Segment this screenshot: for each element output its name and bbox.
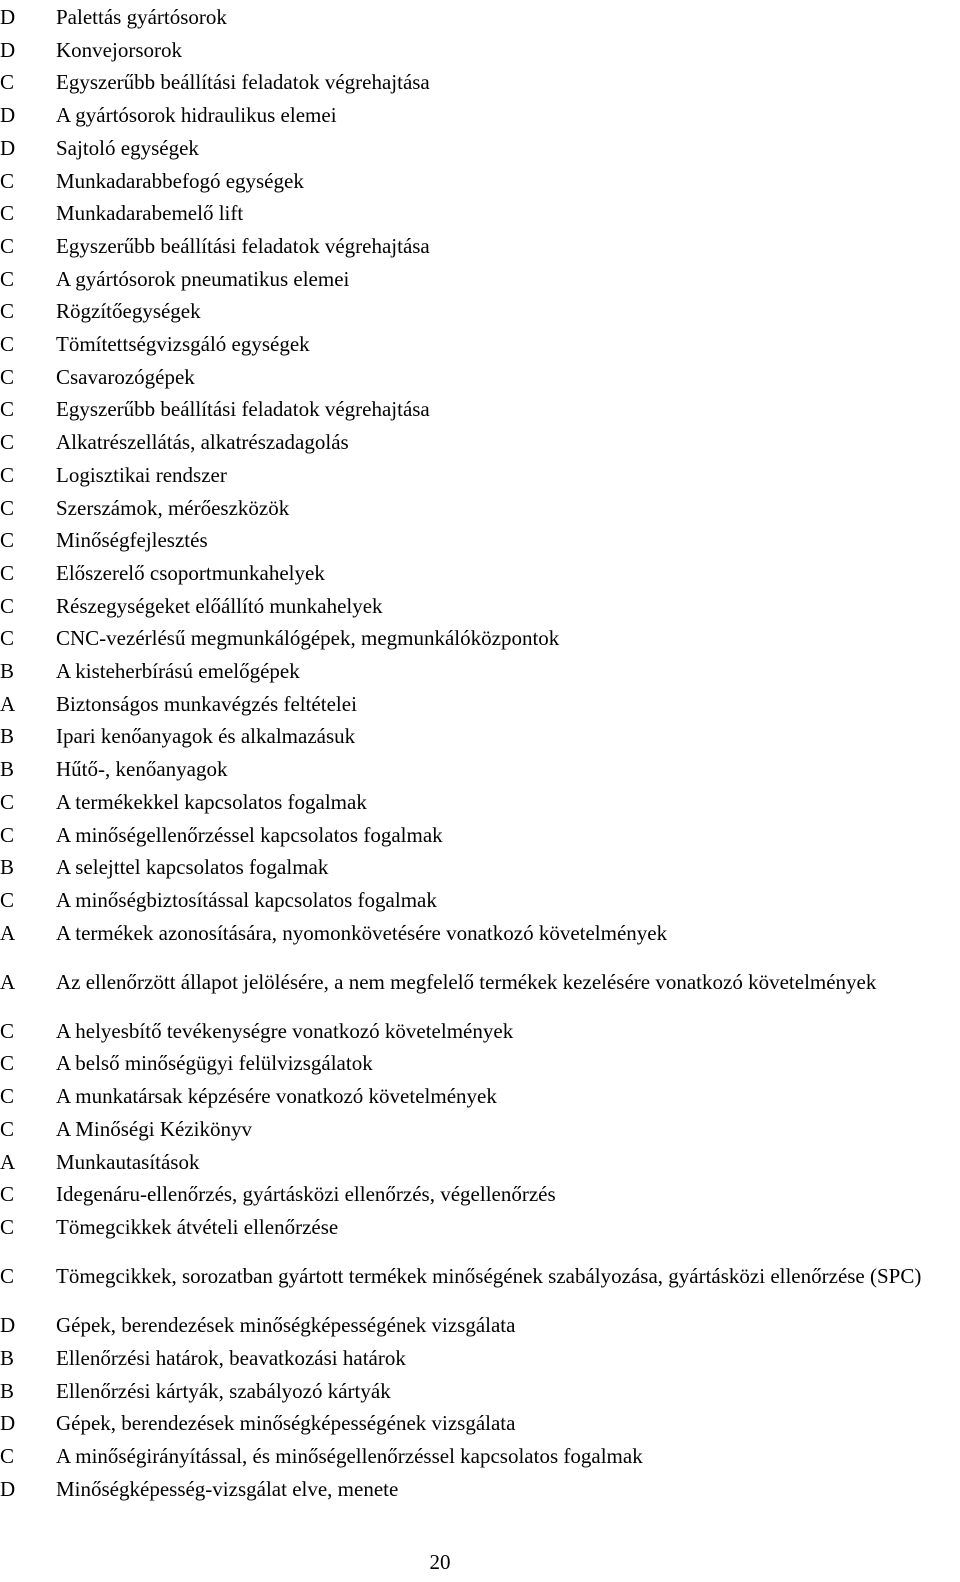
level-code: C [0, 266, 15, 291]
topic-row [0, 34, 960, 67]
topic-row [0, 786, 960, 819]
page-number: 20 [429, 1550, 451, 1574]
topic-row [0, 753, 960, 786]
topic-row [0, 230, 960, 263]
topic-row [0, 851, 960, 884]
topic-row [0, 361, 960, 394]
topic-row [0, 1178, 960, 1211]
topic-text: A minőségirányítással, és minőségellenőrzéssel kapcsolatos fogalmak [56, 1443, 643, 1468]
topic-row [0, 524, 960, 557]
topic-text: A helyesbítő tevékenységre vonatkozó követelmények [56, 1018, 514, 1043]
topic-text: A selejttel kapcsolatos fogalmak [56, 855, 329, 880]
topic-text: Egyszerűbb beállítási feladatok végrehajtása [56, 397, 430, 422]
topic-row [0, 492, 960, 525]
level-code: C [0, 462, 15, 487]
topic-row [0, 557, 960, 590]
topic-row [0, 819, 960, 852]
topic-row [0, 295, 960, 328]
topic-row [0, 1146, 960, 1179]
level-code: C [0, 299, 15, 324]
topic-text: Az ellenőrzött állapot jelölésére, a nem megfelelő termékek kezelésére vonatkozó követelmények [56, 969, 877, 994]
level-code: C [0, 70, 15, 95]
topic-row [0, 263, 960, 296]
level-code: C [0, 397, 15, 422]
topic-text: Ellenőrzési határok, beavatkozási határok [56, 1345, 406, 1370]
topic-row [0, 1047, 960, 1080]
topic-row [0, 622, 960, 655]
level-code: C [0, 364, 15, 389]
level-code: D [0, 1313, 16, 1338]
topic-text: Egyszerűbb beállítási feladatok végrehajtása [56, 233, 430, 258]
level-code: C [0, 1051, 15, 1076]
topic-text: Munkadarabbefogó egységek [56, 168, 304, 193]
topic-row [0, 688, 960, 721]
level-code: C [0, 1443, 15, 1468]
level-code: C [0, 168, 15, 193]
topic-row [0, 165, 960, 198]
level-code: C [0, 201, 15, 226]
topic-text: Szerszámok, mérőeszközök [56, 495, 290, 520]
level-code: B [0, 1378, 15, 1403]
level-code: D [0, 135, 16, 160]
level-code: A [0, 920, 16, 945]
topic-text: Sajtoló egységek [56, 135, 199, 160]
topic-text: A munkatársak képzésére vonatkozó követelmények [56, 1084, 497, 1109]
topic-text: A kisteherbírású emelőgépek [56, 659, 300, 684]
level-code: C [0, 560, 15, 585]
topic-row [0, 949, 960, 1014]
level-code: C [0, 233, 15, 258]
level-code: C [0, 626, 15, 651]
topic-row [0, 1407, 960, 1440]
topic-row [0, 197, 960, 230]
topic-row [0, 132, 960, 165]
topic-text: Munkadarabemelő lift [56, 201, 244, 226]
topic-text: Tömítettségvizsgáló egységek [56, 332, 310, 357]
topic-text: Palettás gyártósorok [56, 5, 227, 29]
topic-text: Tömegcikkek átvételi ellenőrzése [56, 1215, 339, 1239]
topic-text: Minőségfejlesztés [56, 528, 208, 553]
topic-row [0, 1440, 960, 1473]
topic-row [0, 884, 960, 917]
topic-text: Rögzítőegységek [56, 299, 201, 324]
level-code: D [0, 5, 16, 29]
topic-text: A belső minőségügyi felülvizsgálatok [56, 1051, 373, 1076]
level-code: C [0, 1116, 15, 1141]
topic-row [0, 590, 960, 623]
topic-text: Csavarozógépek [56, 364, 195, 389]
topic-list [0, 1, 960, 1505]
level-code: C [0, 593, 15, 618]
topic-row [0, 1375, 960, 1408]
topic-text: Tömegcikkek, sorozatban gyártott termékek minőségének szabályozása, gyártásközi ellenőrzése (SPC) [56, 1264, 922, 1289]
topic-text: Biztonságos munkavégzés feltételei [56, 691, 357, 716]
topic-row [0, 328, 960, 361]
topic-text: Munkautasítások [56, 1149, 200, 1174]
topic-row [0, 1, 960, 34]
topic-row [0, 66, 960, 99]
topic-row [0, 1113, 960, 1146]
level-code: B [0, 855, 15, 880]
topic-text: A termékek azonosítására, nyomonkövetésére vonatkozó követelmények [56, 920, 668, 945]
topic-text: Idegenáru-ellenőrzés, gyártásközi ellenőrzés, végellenőrzés [56, 1182, 556, 1207]
topic-text: Ipari kenőanyagok és alkalmazásuk [56, 724, 356, 749]
topic-text: A minőségellenőrzéssel kapcsolatos fogalmak [56, 822, 443, 847]
level-code: A [0, 1149, 16, 1174]
topic-row [0, 393, 960, 426]
topic-row [0, 917, 960, 950]
topic-row [0, 426, 960, 459]
topic-row [0, 720, 960, 753]
level-code: D [0, 1476, 16, 1501]
level-code: A [0, 691, 16, 716]
topic-row [0, 655, 960, 688]
level-code: C [0, 1018, 15, 1043]
topic-text: Gépek, berendezések minőségképességének vizsgálata [56, 1411, 516, 1436]
level-code: C [0, 789, 15, 814]
topic-text: A termékekkel kapcsolatos fogalmak [56, 789, 367, 814]
topic-row [0, 1015, 960, 1048]
topic-row [0, 1473, 960, 1506]
topic-text: A Minőségi Kézikönyv [56, 1116, 252, 1141]
level-code: D [0, 1411, 16, 1436]
topic-text: Alkatrészellátás, alkatrészadagolás [56, 430, 349, 455]
level-code: B [0, 1345, 15, 1370]
topic-text: Ellenőrzési kártyák, szabályozó kártyák [56, 1378, 391, 1403]
topic-text: Előszerelő csoportmunkahelyek [56, 560, 325, 585]
level-code: D [0, 103, 16, 128]
level-code: C [0, 430, 15, 455]
level-code: B [0, 724, 15, 749]
topic-row [0, 99, 960, 132]
level-code: C [0, 1264, 15, 1289]
topic-text: Hűtő-, kenőanyagok [56, 757, 228, 782]
level-code: C [0, 1084, 15, 1109]
topic-text: Konvejorsorok [56, 37, 182, 62]
level-code: A [0, 969, 16, 994]
level-code: C [0, 528, 15, 553]
topic-row [0, 1309, 960, 1342]
level-code: D [0, 37, 16, 62]
topic-text: A minőségbiztosítással kapcsolatos fogalmak [56, 887, 437, 912]
level-code: C [0, 822, 15, 847]
topic-text: A gyártósorok hidraulikus elemei [56, 103, 337, 128]
topic-text: A gyártósorok pneumatikus elemei [56, 266, 350, 291]
level-code: C [0, 495, 15, 520]
level-code: C [0, 1215, 15, 1239]
topic-text: Részegységeket előállító munkahelyek [56, 593, 383, 618]
topic-row [0, 1244, 960, 1309]
topic-row [0, 1211, 960, 1244]
topic-text: Gépek, berendezések minőségképességének vizsgálata [56, 1313, 516, 1338]
topic-text: Minőségképesség-vizsgálat elve, menete [56, 1476, 399, 1501]
topic-row [0, 459, 960, 492]
topic-row [0, 1080, 960, 1113]
level-code: B [0, 757, 15, 782]
topic-text: Logisztikai rendszer [56, 462, 227, 487]
level-code: B [0, 659, 15, 684]
topic-text: CNC-vezérlésű megmunkálógépek, megmunkálóközpontok [56, 626, 560, 651]
level-code: C [0, 332, 15, 357]
level-code: C [0, 1182, 15, 1207]
topic-text: Egyszerűbb beállítási feladatok végrehajtása [56, 70, 430, 95]
topic-row [0, 1342, 960, 1375]
level-code: C [0, 887, 15, 912]
